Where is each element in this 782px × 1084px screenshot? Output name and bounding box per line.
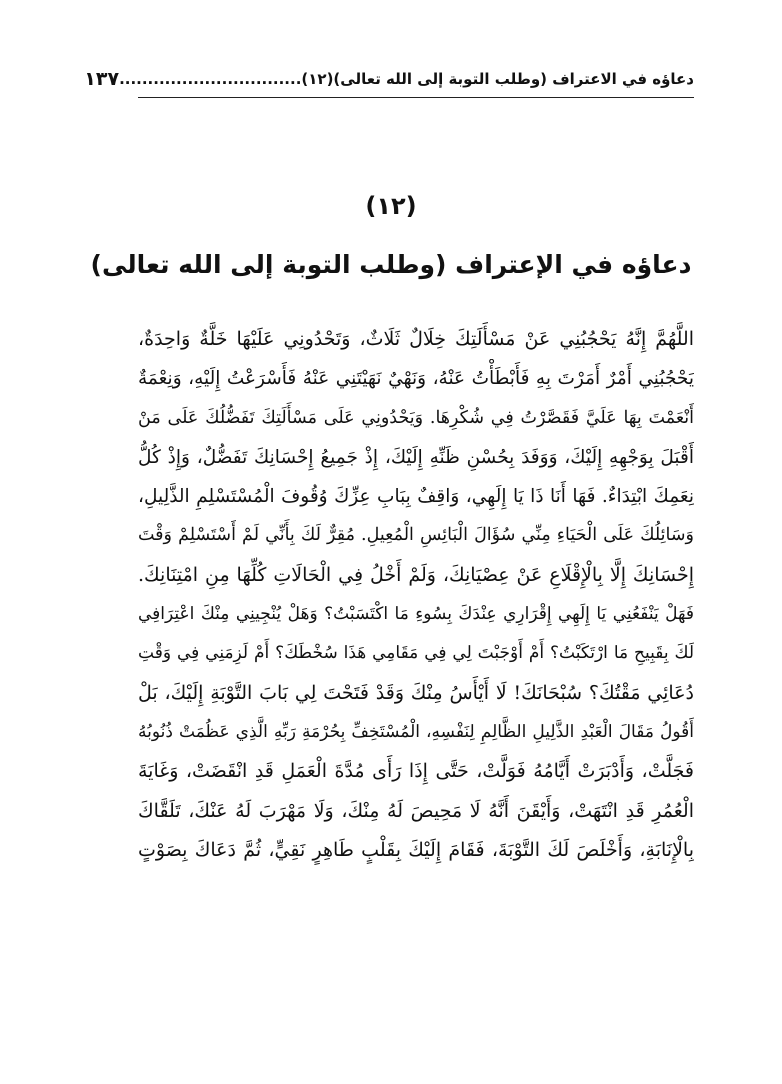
text-line: فَهَلْ يَنْفَعُنِي يَا إِلَهِي إِقْرَارِي عِنْدَكَ بِسُوءِ مَا اكْتَسَبْتُ؟ وَهَلْ يُنْجِينِي مِنْكَ اعْتِرَافِي bbox=[138, 604, 694, 625]
text-line: يَحْجُبُنِي أَمْرٌ أَمَرْتَ بِهِ فَأَبْطَأْتُ عَنْهُ، وَنَهْيٌ نَهَيْتَنِي عَنْهُ فَأَسْرَعْتُ إِلَيْهِ، وَنِعْمَةٌ bbox=[138, 368, 694, 390]
text-line: فَجَلَّتْ، وَأَدْبَرَتْ أَيَّامُهُ فَوَلَّتْ، حَتَّى إِذَا رَأَى مُدَّةَ الْعَمَلِ قَدِ انْقَضَتْ، وَغَايَةَ bbox=[138, 760, 694, 783]
leader-dots: ................................ bbox=[119, 70, 302, 88]
running-title: دعاؤه في الاعتراف (وطلب التوبة إلى الله تعالى)(١٢) bbox=[301, 70, 694, 88]
text-line: بِالْإِنَابَةِ، وَأَخْلَصَ لَكَ التَّوْبَةَ، فَقَامَ إِلَيْكَ بِقَلْبٍ طَاهِرٍ نَقِيٍّ، ثُمَّ دَعَاكَ بِصَوْتٍ bbox=[138, 838, 694, 861]
text-line: نِعَمِكَ ابْتِدَاءٌ. فَهَا أَنَا ذَا يَا إِلَهِي، وَاقِفٌ بِبَابِ عِزِّكَ وُقُوفَ الْمُسْتَسْلِمِ الذَّلِيلِ، bbox=[138, 486, 694, 508]
running-header bbox=[84, 62, 694, 96]
text-line: دُعَائِي مَقْتُكَ؟ سُبْحَانَكَ! لَا أَيْأَسُ مِنْكَ وَقَدْ فَتَحْتَ لِي بَابَ التَّوْبَةِ إِلَيْكَ، بَلْ bbox=[138, 681, 694, 704]
chapter-number: (١٢) bbox=[365, 192, 417, 220]
text-line: إِحْسَانِكَ إِلَّا بِالْإِقْلَاعِ عَنْ عِصْيَانِكَ، وَلَمْ أَخْلُ فِي الْحَالَاتِ كُلِّهَا مِنِ امْتِنَانِكَ. bbox=[138, 563, 694, 586]
text-line: اللَّهُمَّ إِنَّهُ يَحْجُبُنِي عَنْ مَسْأَلَتِكَ خِلَالٌ ثَلَاثٌ، وَتَحْدُونِي عَلَيْهَا خَلَّةٌ وَاحِدَةٌ، bbox=[138, 328, 694, 350]
chapter-title: دعاؤه في الإعتراف (وطلب التوبة إلى الله تعالى) bbox=[90, 250, 692, 279]
text-line: أَقْبَلَ بِوَجْهِهِ إِلَيْكَ، وَوَفَدَ بِحُسْنِ ظَنِّهِ إِلَيْكَ، إِذْ جَمِيعُ إِحْسَانِكَ تَفَضُّلٌ، وَإِذْ كُلُّ bbox=[138, 446, 694, 468]
body-text bbox=[138, 320, 694, 870]
page-number: ١٣٧ bbox=[84, 68, 120, 90]
text-line: أَقُولُ مَقَالَ الْعَبْدِ الذَّلِيلِ الظَّالِمِ لِنَفْسِهِ، الْمُسْتَخِفِّ بِحُرْمَةِ رَبِّهِ الَّذِي عَظُمَتْ ذُنُوبُهُ bbox=[138, 721, 694, 742]
text-line: أَنْعَمْتَ بِهَا عَلَيَّ فَقَصَّرْتُ فِي شُكْرِهَا. وَيَحْدُونِي عَلَى مَسْأَلَتِكَ تَفَضُّلُكَ عَلَى مَنْ bbox=[138, 407, 694, 428]
text-line: وَسَائِلُكَ عَلَى الْحَيَاءِ مِنِّي سُؤَالَ الْبَائِسِ الْمُعِيلِ. مُقِرٌّ لَكَ بِأَنِّي لَمْ أَسْتَسْلِمْ وَقْتَ bbox=[138, 525, 694, 546]
header-rule bbox=[138, 97, 694, 98]
text-line: الْعُمُرِ قَدِ انْتَهَتْ، وَأَيْقَنَ أَنَّهُ لَا مَحِيصَ لَهُ مِنْكَ، وَلَا مَهْرَبَ لَهُ عَنْكَ، تَلَقَّاكَ bbox=[138, 799, 694, 822]
text-line: لَكَ بِقَبِيحِ مَا ارْتَكَبْتُ؟ أَمْ أَوْجَبْتَ لِي فِي مَقَامِي هَذَا سُخْطَكَ؟ أَمْ لَزِمَنِي فِي وَقْتِ bbox=[138, 643, 694, 664]
